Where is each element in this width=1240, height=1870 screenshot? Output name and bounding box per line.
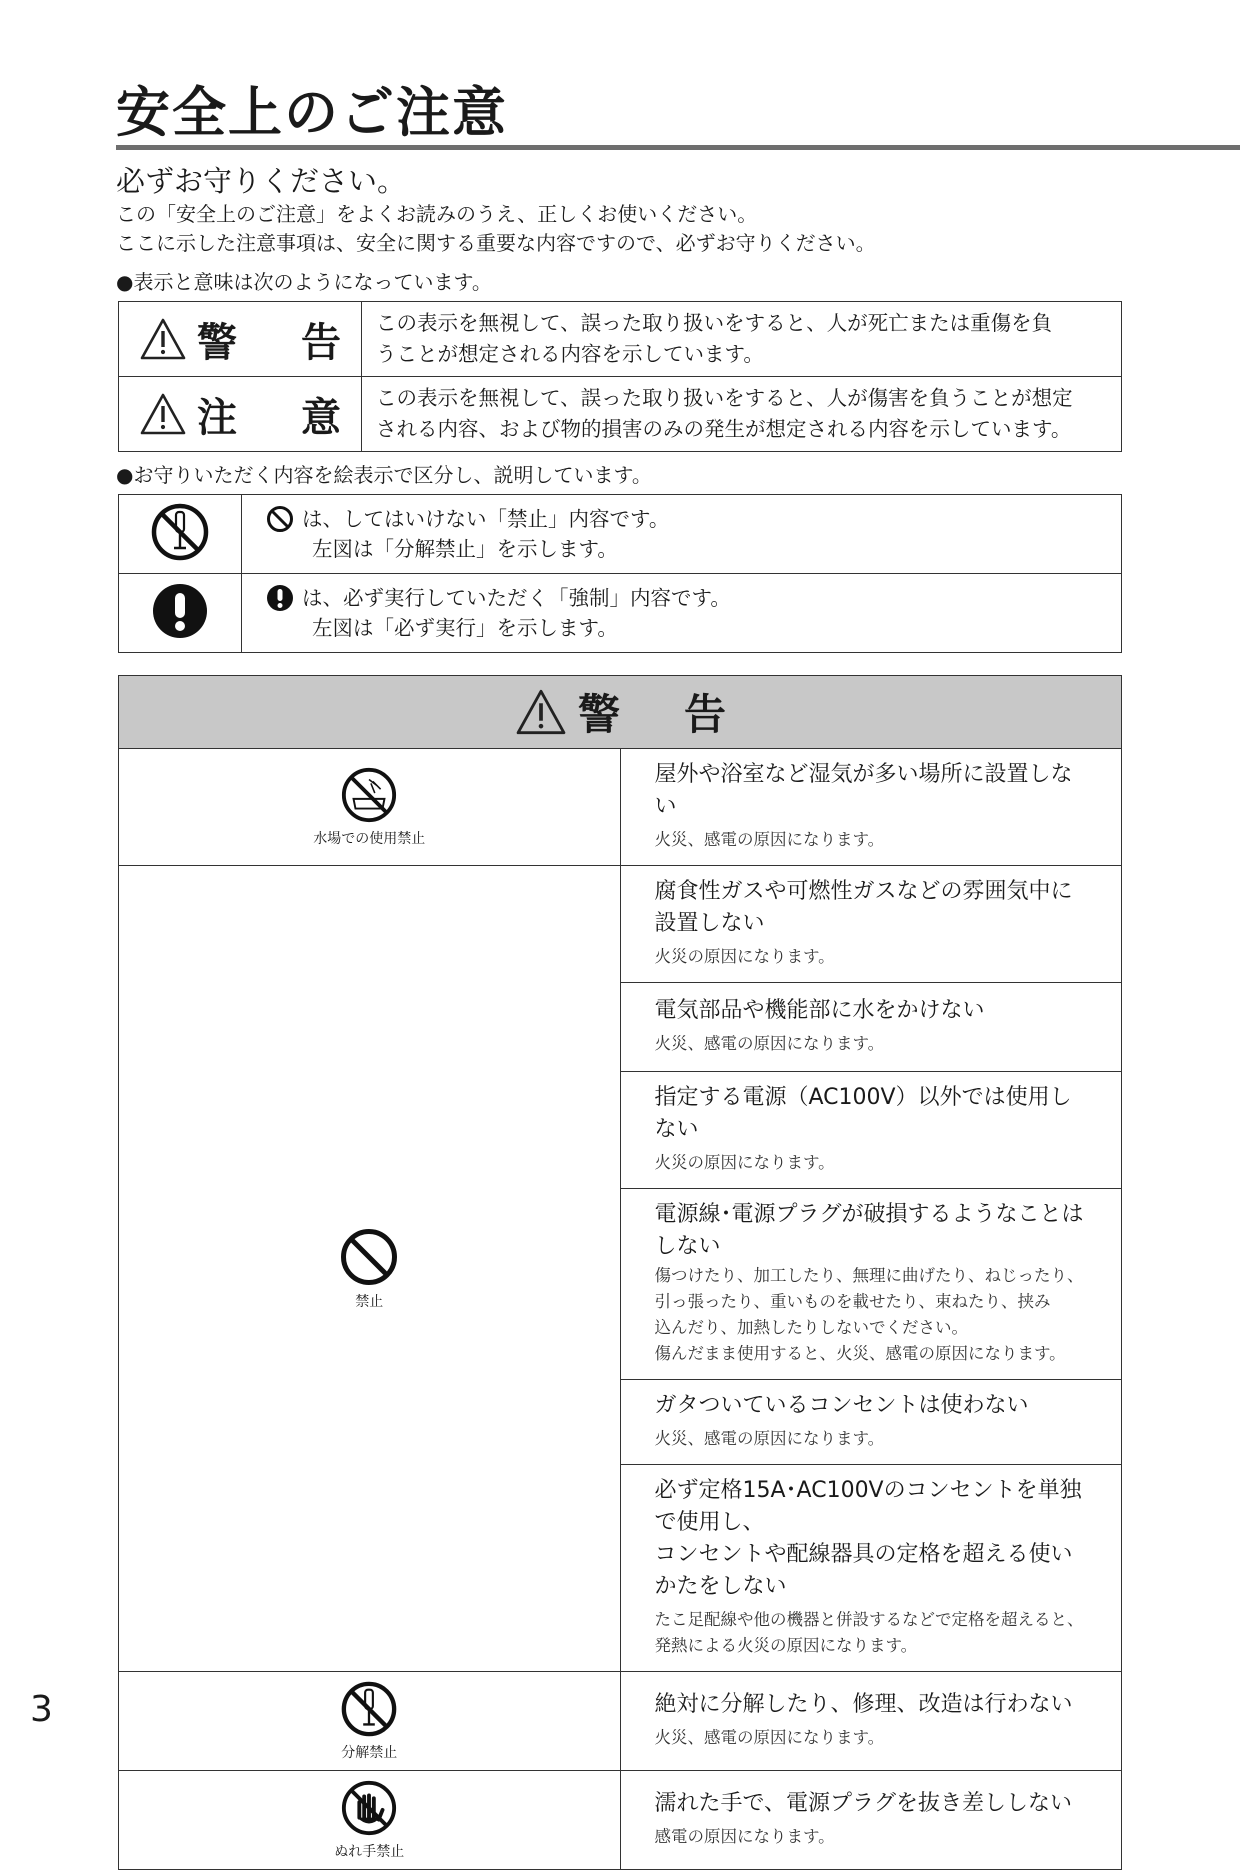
warning-item-note: 火災、感電の原因になります。 (654, 1728, 885, 1747)
no-wet-area-icon (340, 766, 398, 824)
warning-table (118, 675, 1122, 1870)
note-line: 込んだり、加熱したりしないでください。 (654, 1318, 968, 1337)
warning-icon-cell (119, 866, 621, 1672)
warning-item-note: たこ足配線や他の機器と併設するなどで定格を超えると、発熱による火災の原因になります。 (654, 1610, 1084, 1655)
signal-desc-warning (362, 302, 1122, 377)
signal-char: 警 (197, 319, 237, 366)
icon-caption: 分解禁止 (341, 1745, 398, 1761)
desc-line: この表示を無視して、誤った取り扱いをすると、人が傷害を負うことが想定 (376, 386, 1073, 410)
warning-item (620, 1771, 1122, 1870)
intro-line: ここに示した注意事項は、安全に関する重要な内容ですので、必ずお守りください。 (116, 231, 876, 255)
symbol-row-mandatory (119, 574, 1122, 653)
warning-triangle-icon (139, 392, 187, 436)
warning-item-note (655, 1263, 1088, 1367)
warning-item (620, 866, 1122, 983)
warning-item-title: コンセントや配線器具の定格を超える使いかたをしない (654, 1542, 1073, 1599)
warning-row (119, 749, 1122, 866)
warning-item-note: 感電の原因になります。 (654, 1827, 835, 1846)
warning-item-title: 指定する電源（AC100V）以外では使用しない (654, 1085, 1072, 1142)
desc-line: うことが想定される内容を示しています。 (376, 342, 764, 366)
signal-char: 告 (301, 319, 341, 366)
icon-caption: 禁止 (355, 1293, 384, 1310)
signal-row-warning (119, 302, 1122, 377)
warning-row (119, 1771, 1122, 1870)
signal-label-warning (119, 302, 362, 377)
warning-item (620, 749, 1122, 866)
warning-header-char: 警 (577, 690, 620, 739)
desc-line: 左図は「必ず実行」を示します。 (312, 616, 618, 640)
warning-triangle-icon (139, 317, 187, 361)
signal-row-caution (119, 377, 1122, 452)
warning-item (620, 1465, 1122, 1672)
page-number: 3 (30, 1689, 53, 1730)
warning-triangle-icon (514, 688, 568, 736)
subtitle: 必ずお守りください。 (116, 164, 407, 198)
warning-item-title: 腐食性ガスや可燃性ガスなどの雰囲気中に設置しない (654, 879, 1073, 936)
symbol-icon-cell (119, 495, 242, 574)
warning-icon-cell (119, 749, 621, 866)
warning-row (119, 866, 1122, 983)
warning-row (119, 1672, 1122, 1771)
warning-item-note: 火災の原因になります。 (654, 1153, 835, 1172)
warning-item-note: 火災の原因になります。 (654, 947, 835, 966)
signal-char: 注 (197, 394, 237, 441)
symbol-icon-cell (119, 574, 242, 653)
title-rule (116, 145, 1240, 150)
signal-char: 意 (301, 394, 341, 441)
note-line: 傷つけたり、加工したり、無理に曲げたり、ねじったり、引っ張ったり、重いものを載せたり、束ねたり、挟み (654, 1266, 1084, 1311)
icon-caption: ぬれ手禁止 (334, 1844, 405, 1860)
intro-text (116, 200, 876, 258)
signal-bullet: ●表示と意味は次のようになっています。 (116, 270, 492, 294)
desc-line: この表示を無視して、誤った取り扱いをすると、人が死亡または重傷を負 (376, 311, 1053, 335)
no-disassembly-icon (150, 502, 210, 562)
warning-header (119, 676, 1122, 749)
no-wet-hands-icon (340, 1779, 398, 1837)
signal-label-caution (119, 377, 362, 452)
signal-word-table (118, 301, 1122, 452)
mandatory-exclamation-icon (150, 581, 210, 641)
page-title: 安全上のご注意 (116, 81, 508, 144)
symbol-bullet: ●お守りいただく内容を絵表示で区分し、説明しています。 (116, 463, 652, 487)
warning-header-char: 告 (684, 690, 727, 739)
warning-icon-cell (119, 1672, 621, 1771)
prohibition-icon (339, 1227, 399, 1287)
warning-item-title: ガタついているコンセントは使わない (654, 1393, 1029, 1418)
warning-item-title: 濡れた手で、電源プラグを抜き差ししない (654, 1791, 1073, 1816)
warning-item-title: 屋外や浴室など湿気が多い場所に設置しない (654, 762, 1073, 819)
symbol-desc-prohibit (242, 495, 1122, 574)
symbol-table (118, 494, 1122, 653)
desc-line: される内容、および物的損害のみの発生が想定される内容を示しています。 (376, 417, 1072, 441)
warning-item-note: 火災、感電の原因になります。 (654, 1034, 885, 1053)
icon-caption: 水場での使用禁止 (313, 831, 426, 847)
warning-item (620, 1189, 1122, 1380)
warning-item (620, 1380, 1122, 1465)
mandatory-exclamation-icon (266, 584, 294, 612)
warning-item-title: 電気部品や機能部に水をかけない (654, 998, 985, 1023)
warning-item-title: 絶対に分解したり、修理、改造は行わない (654, 1692, 1073, 1717)
desc-line: は、してはいけない「禁止」内容です。 (302, 507, 670, 531)
warning-item (620, 983, 1122, 1072)
note-line: 傷んだまま使用すると、火災、感電の原因になります。 (654, 1344, 1066, 1363)
prohibition-icon (266, 505, 294, 533)
warning-item-title: 電源線･電源プラグが破損するようなことはしない (654, 1202, 1084, 1259)
warning-item-note: 火災、感電の原因になります。 (654, 830, 885, 849)
intro-line: この「安全上のご注意」をよくお読みのうえ、正しくお使いください。 (116, 202, 758, 226)
warning-item-note: 火災、感電の原因になります。 (654, 1429, 885, 1448)
warning-item (620, 1672, 1122, 1771)
desc-line: 左図は「分解禁止」を示します。 (312, 537, 618, 561)
signal-desc-caution (362, 377, 1122, 452)
desc-line: は、必ず実行していただく「強制」内容です。 (302, 586, 731, 610)
warning-item-title: 必ず定格15A･AC100Vのコンセントを単独で使用し、 (654, 1478, 1082, 1535)
symbol-row-prohibit (119, 495, 1122, 574)
symbol-desc-mandatory (242, 574, 1122, 653)
warning-icon-cell (119, 1771, 621, 1870)
no-disassembly-icon (340, 1680, 398, 1738)
warning-item (620, 1072, 1122, 1189)
